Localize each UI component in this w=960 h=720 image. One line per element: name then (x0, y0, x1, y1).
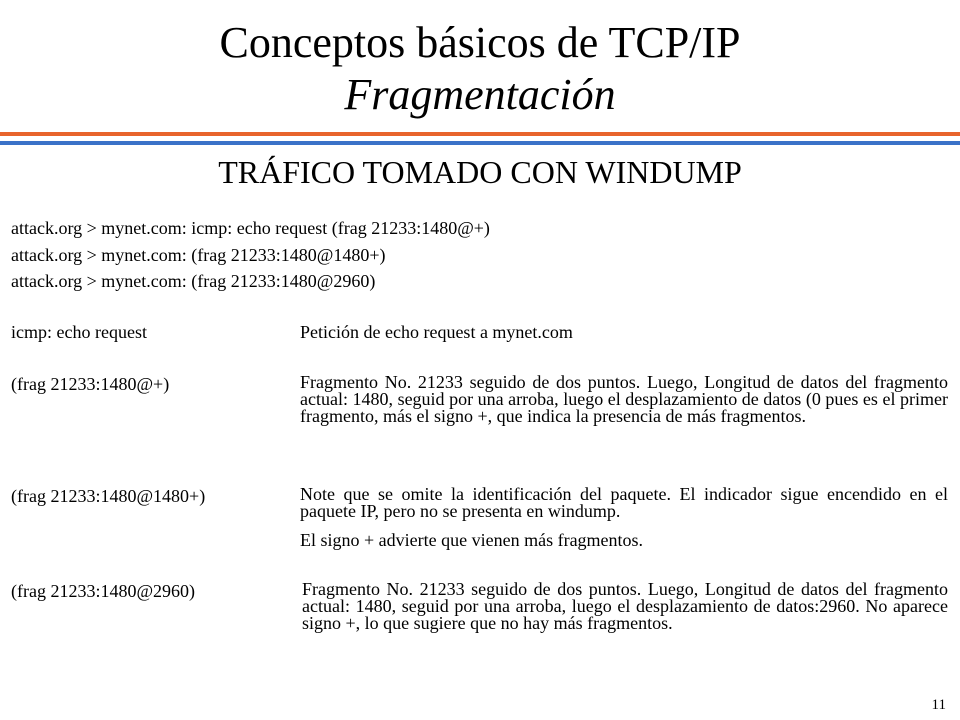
definition-term-4: (frag 21233:1480@2960) (11, 581, 196, 601)
definition-text-2: Fragmento No. 21233 seguido de dos puntos. Luego, Longitud de datos del fragmento actual: 1480, seguid por una arroba, luego el desplazamiento de datos (0 pues es el primer fragmento, más el signo +, que indica la presencia de más fragmentos. (300, 372, 948, 426)
definition-text-1: Petición de echo request a mynet.com (300, 322, 573, 342)
title-rule-blue (0, 141, 960, 145)
definition-term-1: icmp: echo request (11, 322, 147, 342)
trace-line-2: attack.org > mynet.com: (frag 21233:1480@1480+) (11, 245, 386, 265)
page-number: 11 (931, 697, 946, 713)
definition-term-3: (frag 21233:1480@1480+) (11, 486, 206, 506)
section-heading: TRÁFICO TOMADO CON WINDUMP (218, 154, 742, 190)
definition-term-2: (frag 21233:1480@+) (11, 374, 170, 394)
definition-text-3: Note que se omite la identificación del paquete. El indicador sigue encendido en el paquete IP, pero no se presenta en windump. (300, 484, 948, 521)
title-rule-orange (0, 132, 960, 136)
slide-title: Conceptos básicos de TCP/IP (219, 18, 741, 67)
trace-line-1: attack.org > mynet.com: icmp: echo request (frag 21233:1480@+) (11, 218, 490, 238)
definition-text-3-extra: El signo + advierte que vienen más fragmentos. (300, 530, 644, 550)
definition-text-4: Fragmento No. 21233 seguido de dos puntos. Luego, Longitud de datos del fragmento actual: 1480, seguid por una arroba, luego el desplazamiento de datos:2960. No aparece signo +, lo que sugiere que no hay más fragmentos. (302, 579, 948, 633)
trace-line-3: attack.org > mynet.com: (frag 21233:1480@2960) (11, 271, 376, 291)
slide-subtitle: Fragmentación (344, 70, 616, 119)
